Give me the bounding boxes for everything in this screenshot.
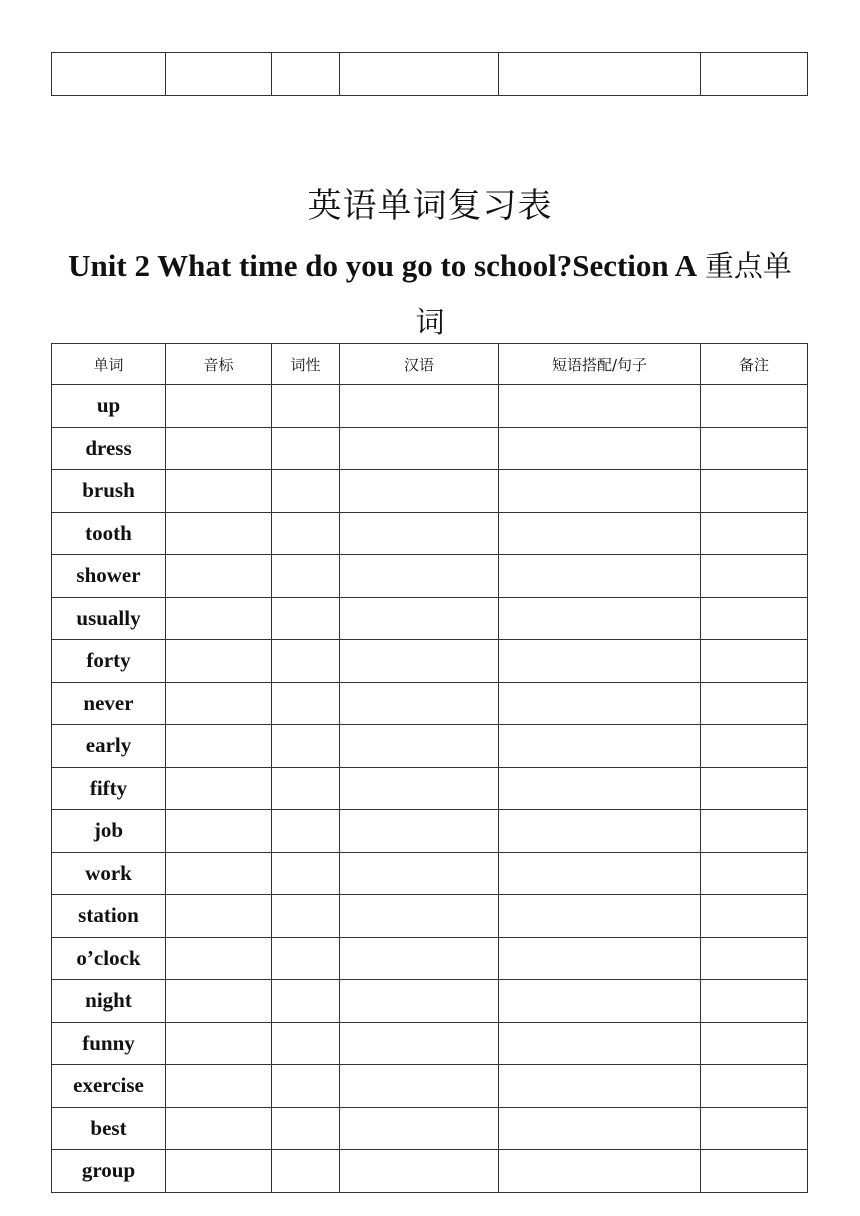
phrase-cell[interactable] [499,427,701,470]
table-body [52,385,808,1193]
table-row [52,895,808,938]
phrase-cell[interactable] [499,767,701,810]
phrase-cell[interactable] [499,852,701,895]
table-row [52,980,808,1023]
part-of-speech-cell[interactable] [272,767,340,810]
header-phrases: 短语搭配/句子 [499,344,701,385]
part-of-speech-cell[interactable] [272,1150,340,1193]
phonetic-cell[interactable] [166,1065,272,1108]
chinese-cell[interactable] [340,512,499,555]
header-notes: 备注 [701,344,808,385]
word-cell: up [52,385,166,428]
phonetic-cell[interactable] [166,470,272,513]
header-word: 单词 [52,344,166,385]
phrase-cell[interactable] [499,725,701,768]
phrase-cell[interactable] [499,1065,701,1108]
page-title: 英语单词复习表 [307,186,553,226]
notes-cell[interactable] [701,597,808,640]
table-row [52,1022,808,1065]
table-row [52,427,808,470]
top-empty-table [51,52,808,96]
chinese-cell[interactable] [340,1065,499,1108]
phonetic-cell[interactable] [166,937,272,980]
part-of-speech-cell[interactable] [272,980,340,1023]
chinese-cell[interactable] [340,1022,499,1065]
part-of-speech-cell[interactable] [272,427,340,470]
chinese-cell[interactable] [340,1150,499,1193]
word-cell: work [52,852,166,895]
notes-cell[interactable] [701,852,808,895]
table-row [52,597,808,640]
phonetic-cell[interactable] [166,1150,272,1193]
word-cell: usually [52,597,166,640]
table-row [52,512,808,555]
empty-cell [701,53,808,96]
phrase-cell[interactable] [499,1107,701,1150]
chinese-cell[interactable] [340,767,499,810]
word-cell: funny [52,1022,166,1065]
part-of-speech-cell[interactable] [272,1107,340,1150]
table-row [52,640,808,683]
notes-cell[interactable] [701,1150,808,1193]
phonetic-cell[interactable] [166,725,272,768]
word-cell: best [52,1107,166,1150]
empty-cell [272,53,340,96]
phonetic-cell[interactable] [166,1107,272,1150]
word-cell: brush [52,470,166,513]
header-part-of-speech: 词性 [272,344,340,385]
chinese-cell[interactable] [340,385,499,428]
phonetic-cell[interactable] [166,427,272,470]
table-row [52,725,808,768]
word-cell: station [52,895,166,938]
chinese-cell[interactable] [340,470,499,513]
phrase-cell[interactable] [499,937,701,980]
notes-cell[interactable] [701,810,808,853]
part-of-speech-cell[interactable] [272,640,340,683]
notes-cell[interactable] [701,895,808,938]
phonetic-cell[interactable] [166,980,272,1023]
word-cell: forty [52,640,166,683]
phrase-cell[interactable] [499,1022,701,1065]
table-row [52,385,808,428]
part-of-speech-cell[interactable] [272,1022,340,1065]
part-of-speech-cell[interactable] [272,895,340,938]
phrase-cell[interactable] [499,980,701,1023]
table-row [52,937,808,980]
phonetic-cell[interactable] [166,555,272,598]
phonetic-cell[interactable] [166,895,272,938]
phonetic-cell[interactable] [166,810,272,853]
part-of-speech-cell[interactable] [272,810,340,853]
phrase-cell[interactable] [499,895,701,938]
part-of-speech-cell[interactable] [272,385,340,428]
phonetic-cell[interactable] [166,640,272,683]
phrase-cell[interactable] [499,555,701,598]
part-of-speech-cell[interactable] [272,852,340,895]
table-row [52,682,808,725]
phonetic-cell[interactable] [166,385,272,428]
chinese-cell[interactable] [340,1107,499,1150]
notes-cell[interactable] [701,427,808,470]
phonetic-cell[interactable] [166,512,272,555]
part-of-speech-cell[interactable] [272,682,340,725]
notes-cell[interactable] [701,980,808,1023]
table-row [52,852,808,895]
part-of-speech-cell[interactable] [272,1065,340,1108]
chinese-cell[interactable] [340,895,499,938]
phrase-cell[interactable] [499,512,701,555]
subtitle-chinese: 重点单词 [415,249,792,339]
header-chinese: 汉语 [340,344,499,385]
chinese-cell[interactable] [340,980,499,1023]
word-cell: o’clock [52,937,166,980]
part-of-speech-cell[interactable] [272,512,340,555]
chinese-cell[interactable] [340,810,499,853]
chinese-cell[interactable] [340,640,499,683]
phonetic-cell[interactable] [166,597,272,640]
word-cell: tooth [52,512,166,555]
chinese-cell[interactable] [340,852,499,895]
header-phonetic: 音标 [166,344,272,385]
table-row [52,767,808,810]
notes-cell[interactable] [701,555,808,598]
empty-cell [340,53,499,96]
word-cell: group [52,1150,166,1193]
table-row [52,1107,808,1150]
empty-cell [166,53,272,96]
word-cell: dress [52,427,166,470]
chinese-cell[interactable] [340,555,499,598]
phrase-cell[interactable] [499,597,701,640]
word-cell: night [52,980,166,1023]
word-cell: never [52,682,166,725]
notes-cell[interactable] [701,1022,808,1065]
chinese-cell[interactable] [340,937,499,980]
phrase-cell[interactable] [499,385,701,428]
notes-cell[interactable] [701,682,808,725]
part-of-speech-cell[interactable] [272,725,340,768]
phonetic-cell[interactable] [166,682,272,725]
phrase-cell[interactable] [499,470,701,513]
word-cell: fifty [52,767,166,810]
part-of-speech-cell[interactable] [272,470,340,513]
table-row [52,810,808,853]
notes-cell[interactable] [701,725,808,768]
notes-cell[interactable] [701,640,808,683]
notes-cell[interactable] [701,1065,808,1108]
chinese-cell[interactable] [340,427,499,470]
notes-cell[interactable] [701,1107,808,1150]
table-row [52,555,808,598]
word-cell: job [52,810,166,853]
notes-cell[interactable] [701,767,808,810]
empty-cell [52,53,166,96]
top-empty-row [52,53,808,96]
phrase-cell[interactable] [499,640,701,683]
notes-cell[interactable] [701,470,808,513]
part-of-speech-cell[interactable] [272,555,340,598]
section-subtitle [60,238,800,350]
phonetic-cell[interactable] [166,767,272,810]
vocabulary-table [51,343,808,1193]
chinese-cell[interactable] [340,725,499,768]
part-of-speech-cell[interactable] [272,597,340,640]
word-cell: exercise [52,1065,166,1108]
phonetic-cell[interactable] [166,852,272,895]
notes-cell[interactable] [701,937,808,980]
subtitle-english: Unit 2 What time do you go to school?Section A [68,248,698,283]
table-header-row [52,344,808,385]
table-row [52,1065,808,1108]
phrase-cell[interactable] [499,682,701,725]
word-cell: early [52,725,166,768]
table-row [52,470,808,513]
part-of-speech-cell[interactable] [272,937,340,980]
empty-cell [499,53,701,96]
table-row [52,1150,808,1193]
phrase-cell[interactable] [499,1150,701,1193]
phrase-cell[interactable] [499,810,701,853]
chinese-cell[interactable] [340,597,499,640]
notes-cell[interactable] [701,385,808,428]
phonetic-cell[interactable] [166,1022,272,1065]
word-cell: shower [52,555,166,598]
chinese-cell[interactable] [340,682,499,725]
notes-cell[interactable] [701,512,808,555]
